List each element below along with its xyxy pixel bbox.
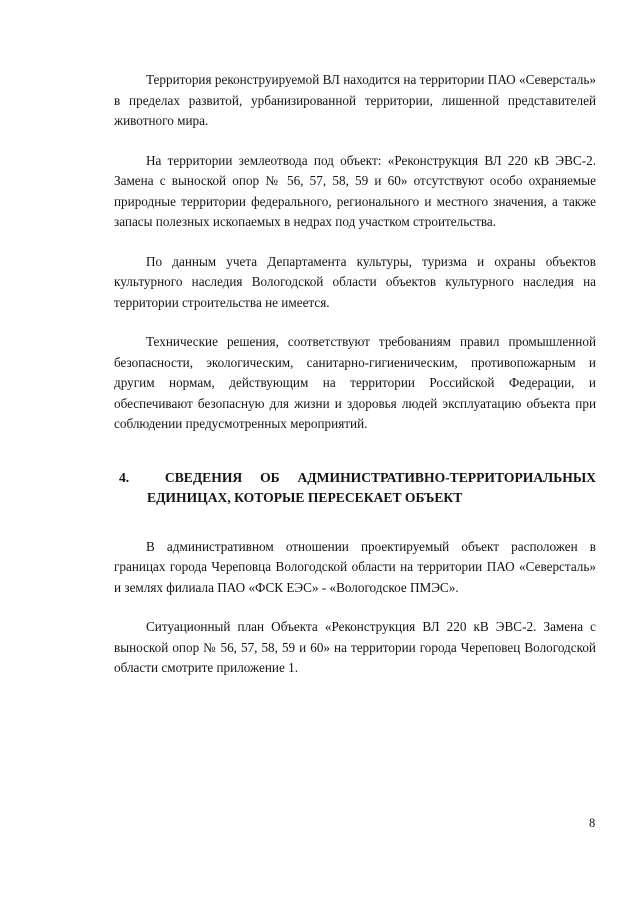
document-page <box>114 70 596 698</box>
section-heading <box>114 468 596 508</box>
paragraph-territory: Территория реконструируемой ВЛ находится на территории ПАО «Северсталь» в пределах развитой, урбанизированной территории, лишенной представителей животного мира. <box>114 72 596 128</box>
paragraph-administrative-location: В административном отношении проектируемый объект расположен в границах города Череповца Вологодской области на территории ПАО «Северсталь» и землях филиала ПАО «ФСК ЕЭС» - «Вологодское ПМЭС». <box>114 538 596 595</box>
paragraph-protected-areas: На территории землеотвода под объект: «Реконструкция ВЛ 220 кВ ЭВС-2. Замена с выноской опор № 56, 57, 58, 59 и 60» отсутствуют особо охраняемые природные территории федерального, регионального и местного значения, а также запасы полезных ископаемых в недрах под участком строительства. <box>114 152 596 229</box>
paragraph-situational-plan: Ситуационный план Объекта «Реконструкция ВЛ 220 кВ ЭВС-2. Замена с выноской опор № 56, 57, 58, 59 и 60» на территории города Череповец Вологодской области смотрите приложение 1. <box>114 619 596 675</box>
page-number: 8 <box>589 816 596 830</box>
paragraph-technical-solutions: Технические решения, соответствуют требованиям правил промышленной безопасности, экологическим, санитарно-гигиеническим, противопожарным и другим нормам, действующим на территории Российской Федерации, и обеспечивают безопасную для жизни и здоровья людей эксплуатацию объекта при соблюдении предусмотренных мероприятий. <box>114 334 596 431</box>
paragraph-cultural-heritage: По данным учета Департамента культуры, туризма и охраны объектов культурного наследия Вологодской области объектов культурного наследия на территории строительства не имеется. <box>114 253 596 310</box>
section-number: 4. <box>119 469 130 485</box>
section-title: СВЕДЕНИЯ ОБ АДМИНИСТРАТИВНО-ТЕРРИТОРИАЛЬНЫХ ЕДИНИЦАХ, КОТОРЫЕ ПЕРЕСЕКАЕТ ОБЪЕКТ <box>147 469 596 505</box>
